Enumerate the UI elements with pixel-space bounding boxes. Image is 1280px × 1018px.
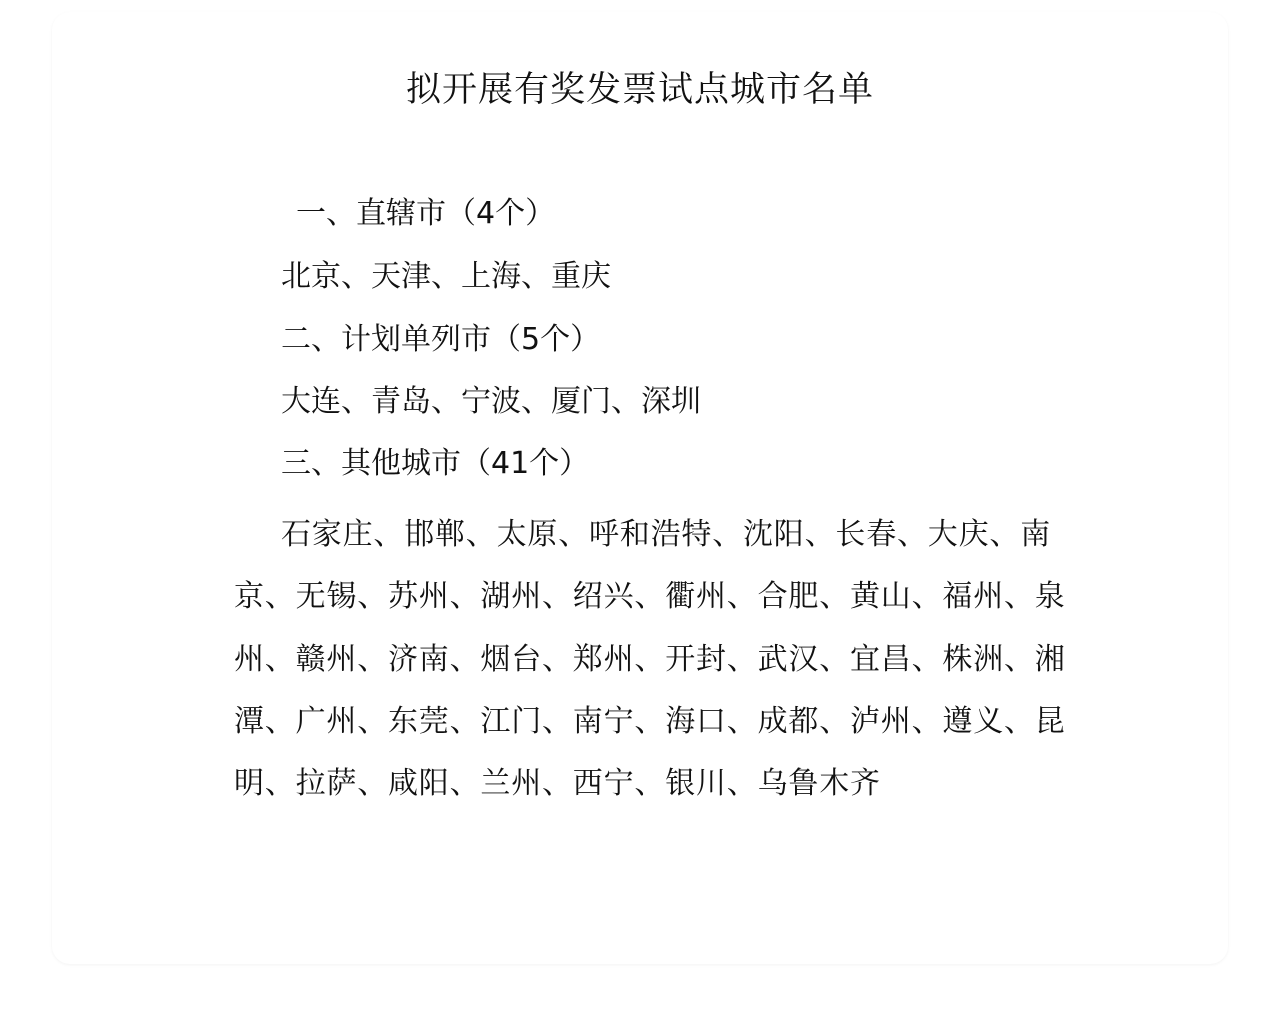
city-list-other-cities: 石家庄、邯郸、太原、呼和浩特、沈阳、长春、大庆、南京、无锡、苏州、湖州、绍兴、衢州、合肥、黄山、福州、泉州、赣州、济南、烟台、郑州、开封、武汉、宜昌、株洲、湘潭、广州、东莞、江门、南宁、海口、成都、泸州、遵义、昆明、拉萨、咸阳、兰州、西宁、银川、乌鲁木齐 [234, 517, 1066, 802]
section-heading-separately-planned-cities: 二、计划单列市（5个） [281, 322, 601, 357]
section-heading-municipalities: 一、直辖市（4个） [296, 196, 556, 231]
document-title: 拟开展有奖发票试点城市名单 [405, 70, 874, 110]
city-list-separately-planned-cities: 大连、青岛、宁波、厦门、深圳 [281, 384, 701, 419]
document-card [52, 12, 1228, 964]
city-list-municipalities: 北京、天津、上海、重庆 [281, 259, 611, 294]
section-heading-other-cities: 三、其他城市（41个） [281, 446, 590, 481]
